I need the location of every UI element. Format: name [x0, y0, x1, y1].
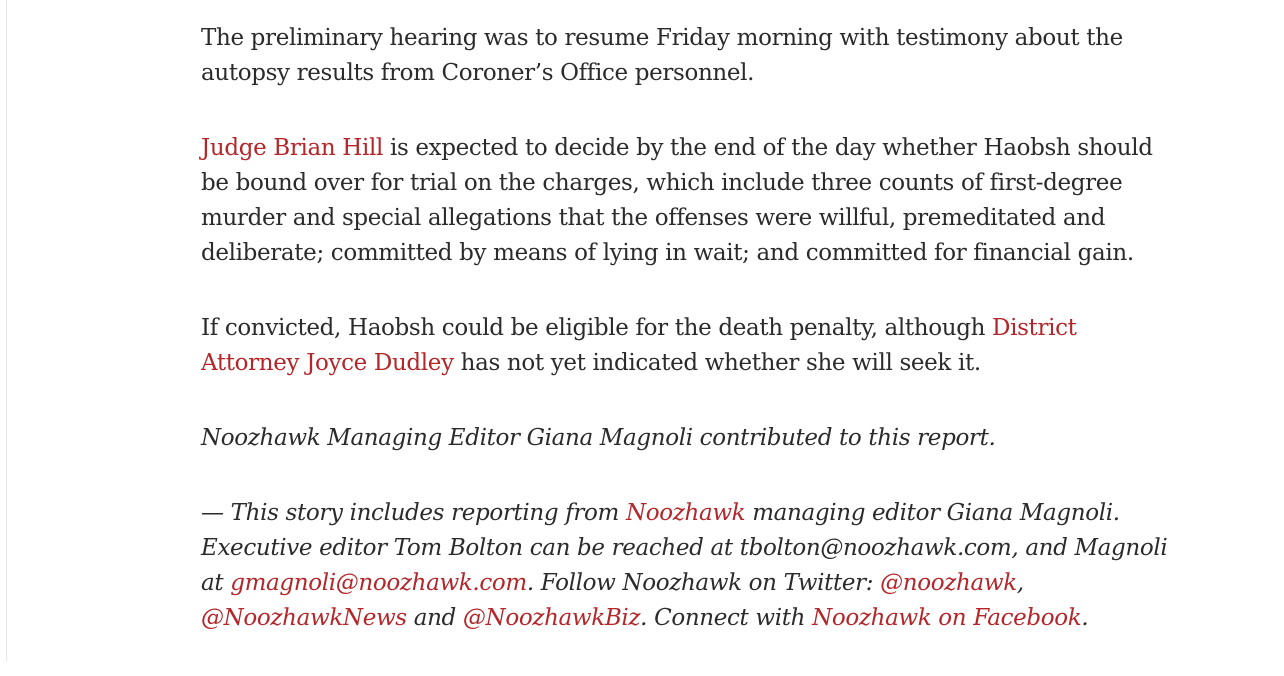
paragraph-text: and [406, 605, 463, 631]
paragraph-text: . [1081, 605, 1089, 631]
paragraph-text: — This story includes reporting from [201, 500, 626, 526]
paragraph-contributor-note [201, 421, 1181, 456]
article-body [201, 21, 1181, 676]
paragraph-text: , [1016, 570, 1024, 596]
paragraph-text: Noozhawk Managing Editor Giana Magnoli contributed to this report. [201, 425, 996, 451]
district-attorney-link[interactable]: District Attorney Joyce Dudley [201, 315, 1077, 376]
paragraph-judge-decision [201, 131, 1181, 271]
twitter-noozhawkbiz-link[interactable]: @NoozhawkBiz [462, 605, 641, 631]
twitter-noozhawk-link[interactable]: @noozhawk [880, 570, 1017, 596]
paragraph-text: . Follow Noozhawk on Twitter: [526, 570, 881, 596]
paragraph-reporting-credits [201, 496, 1181, 636]
paragraph-text: If convicted, Haobsh could be eligible for the death penalty, although [201, 315, 992, 341]
judge-brian-hill-link[interactable]: Judge Brian Hill [201, 135, 384, 161]
page-left-border [6, 0, 7, 661]
paragraph-text: managing editor Giana Magnoli. Executive editor Tom Bolton can be reached at tbolton@noozhawk.com, and Magnoli at [201, 500, 1168, 596]
noozhawk-link[interactable]: Noozhawk [625, 500, 746, 526]
email-gmagnoli-link[interactable]: gmagnoli@noozhawk.com [230, 570, 527, 596]
paragraph-text: is expected to decide by the end of the day whether Haobsh should be bound over for trial on the charges, which include three counts of first-degree murder and special allegations that the offenses were willful, premeditated and deliberate; committed by means of lying in wait; and committed for financial gain. [201, 135, 1153, 266]
paragraph-text: has not yet indicated whether she will seek it. [453, 350, 981, 376]
paragraph-preliminary-hearing [201, 21, 1181, 91]
paragraph-text: The preliminary hearing was to resume Friday morning with testimony about the autopsy results from Coroner’s Office personnel. [201, 25, 1123, 86]
paragraph-text: . Connect with [640, 605, 813, 631]
facebook-link[interactable]: Noozhawk on Facebook [812, 605, 1082, 631]
paragraph-death-penalty [201, 311, 1181, 381]
twitter-noozhawknews-link[interactable]: @NoozhawkNews [201, 605, 407, 631]
